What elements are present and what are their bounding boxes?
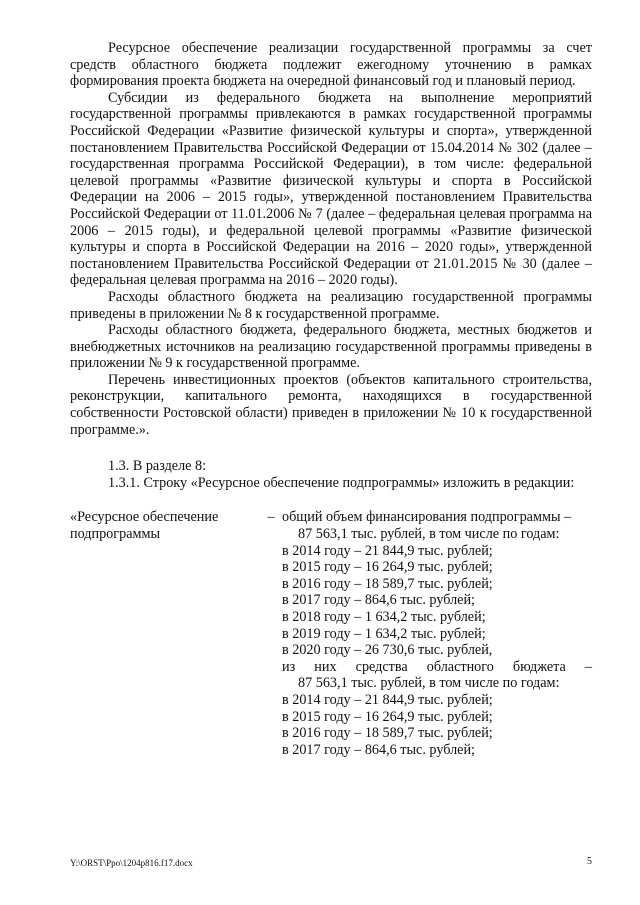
year-line: в 2018 году – 1 634,2 тыс. рублей; <box>282 609 486 625</box>
resource-table-values <box>282 509 592 758</box>
year-line: в 2019 году – 1 634,2 тыс. рублей; <box>282 625 486 642</box>
paragraph-resource-support: Ресурсное обеспечение реализации государственной программы за счет средств областного бюджета подлежит ежегодному уточнению в рамках формирования проекта бюджета на очередной финансовый год и плановый период. <box>70 40 592 90</box>
section-heading: 1.3. В разделе 8: <box>108 458 207 475</box>
resource-table-dash: – <box>267 509 275 526</box>
spacer <box>70 438 592 458</box>
regional-year-line: в 2016 году – 18 589,7 тыс. рублей; <box>282 725 493 742</box>
regional-budget-value: 87 563,1 тыс. рублей, в том числе по годам: <box>298 675 560 692</box>
regional-year-line: в 2015 году – 16 264,9 тыс. рублей; <box>282 708 493 725</box>
paragraph-all-sources-expenses: Расходы областного бюджета, федерального бюджета, местных бюджетов и внебюджетных источников на реализацию государственной программы приведены в приложении № 9 к государственной программе. <box>70 322 592 372</box>
year-line: в 2020 году – 26 730,6 тыс. рублей, <box>282 642 493 659</box>
document-body <box>70 40 592 758</box>
resource-table-row <box>70 509 592 758</box>
year-line: в 2017 году – 864,6 тыс. рублей; <box>282 592 475 609</box>
paragraph-federal-subsidies: Субсидии из федерального бюджета на выполнение мероприятий государственной программы привлекаются в рамках государственной программы Российской Федерации «Развитие физической культуры и спорта», утвержденной постановлением Правительства Российской Федерации от 15.04.2014 № 302 (далее – государственная программа Российской Федерации), в том числе: федеральной целевой программы «Развитие физической культуры и спорта в Российской Федерации на 2006 – 2015 годы», утвержденной постановлением Правительства Российской Федерации от 11.01.2006 № 7 (далее – федеральная целевая программа на 2006 – 2015 годы), и федеральной целевой программы «Развитие физической культуры и спорта в Российской Федерации на 2016 – 2020 годы», утвержденной постановлением Правительства Российской Федерации от 21.01.2015 № 30 (далее – федеральная целевая программа на 2016 – 2020 годы). <box>70 89 592 289</box>
year-line: в 2014 году – 21 844,9 тыс. рублей; <box>282 542 493 559</box>
year-line: в 2015 году – 16 264,9 тыс. рублей; <box>282 559 493 576</box>
subsection-text: 1.3.1. Строку «Ресурсное обеспечение подпрограммы» изложить в редакции: <box>108 474 575 491</box>
footer-file-path: Y:\ORST\Ppo\1204p816.f17.docx <box>70 858 193 868</box>
regional-year-line: в 2017 году – 864,6 тыс. рублей; <box>282 741 475 758</box>
regional-budget-line: из них средства областного бюджета – <box>282 658 592 675</box>
paragraph-regional-expenses: Расходы областного бюджета на реализацию государственной программы приведены в приложении № 8 к государственной программе. <box>70 288 592 322</box>
page-number: 5 <box>587 856 592 867</box>
resource-table-label: «Ресурсное обеспечение подпрограммы <box>70 509 219 543</box>
year-line: в 2016 году – 18 589,7 тыс. рублей; <box>282 575 493 592</box>
regional-year-line: в 2014 году – 21 844,9 тыс. рублей; <box>282 691 493 708</box>
total-financing-value: 87 563,1 тыс. рублей, в том числе по годам: <box>298 526 560 543</box>
total-financing-line: общий объем финансирования подпрограммы – <box>282 509 572 526</box>
paragraph-investment-projects: Перечень инвестиционных проектов (объектов капитального строительства, реконструкции, капитального ремонта, находящихся в государственной собственности Ростовской области) приведен в приложении № 10 к государственной программе.». <box>70 371 592 438</box>
